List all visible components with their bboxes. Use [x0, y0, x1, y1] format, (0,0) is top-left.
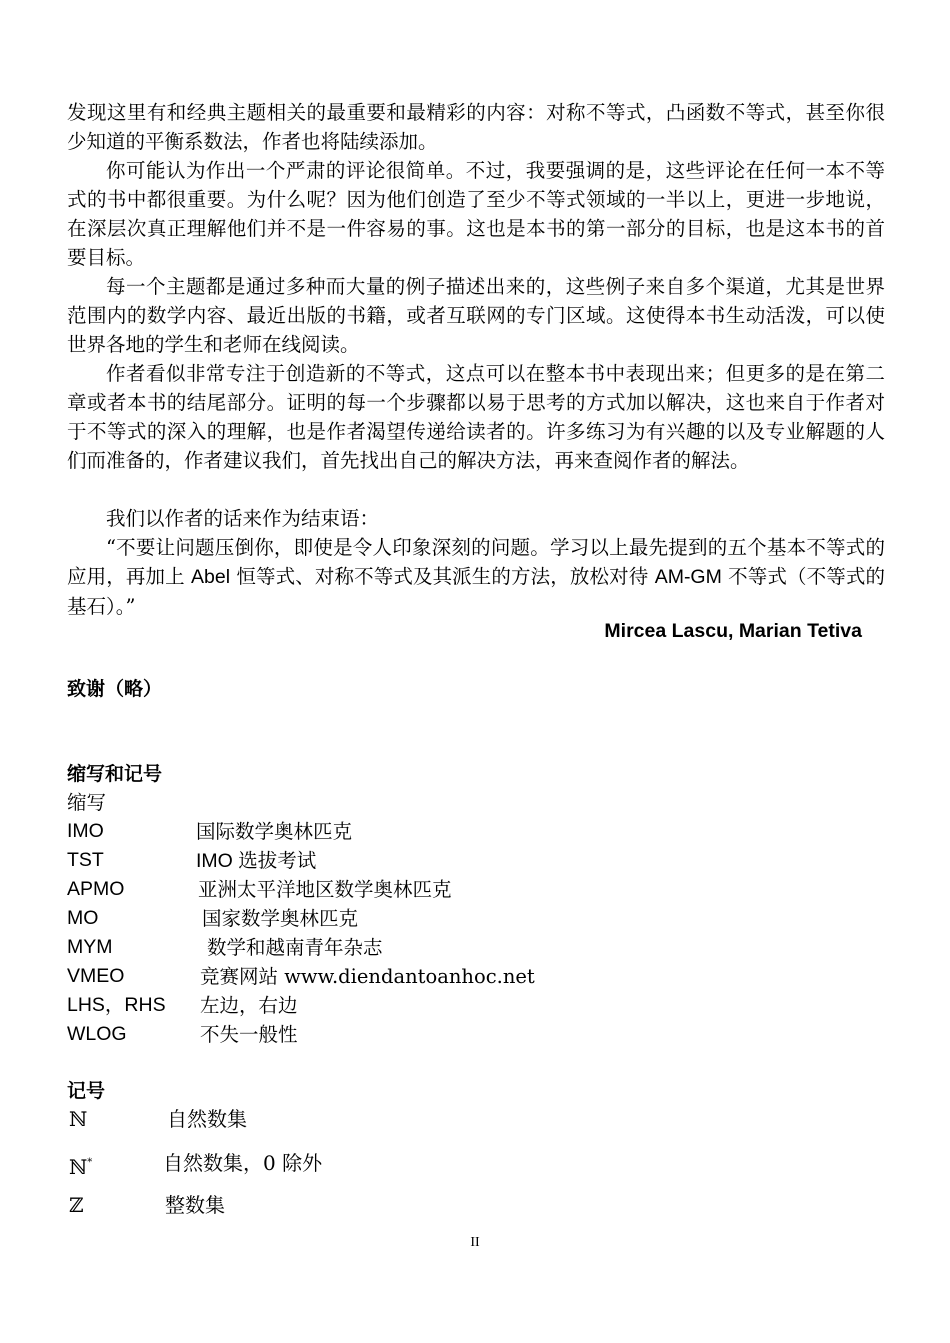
- abbreviation-meaning: 不失一般性: [200, 1023, 298, 1046]
- notation-meaning: 自然数集: [167, 1107, 247, 1131]
- abbreviation-term: MO: [67, 907, 99, 929]
- abbreviations-heading: 缩写和记号: [67, 763, 163, 785]
- notation-symbol: [69, 1147, 92, 1183]
- abbreviation-meaning: 国家数学奥林匹克: [202, 907, 359, 930]
- abbreviation-term: TST: [67, 849, 104, 871]
- paragraph-4: 作者看似非常专注于创造新的不等式，这点可以在整本书中表现出来；但更多的是在第二章或者本书的结尾部分。证明的每一个步骤都以易于思考的方式加以解决，这也来自于作者对于不等式的深入的理解，也是作者渴望传递给读者的。许多练习为有兴趣的以及专业解题的人们而准备的，作者建议我们，首先找出自己的解决方法，再来查阅作者的解法。: [67, 362, 885, 472]
- abbreviation-meaning-text: IMO 选拔考试: [196, 850, 317, 872]
- paragraph-1: 发现这里有和经典主题相关的最重要和最精彩的内容：对称不等式，凸函数不等式，甚至你很少知道的平衡系数法，作者也将陆续添加。: [67, 101, 885, 153]
- abbreviation-term: IMO: [67, 820, 104, 842]
- closing-quote: [67, 533, 885, 621]
- abbreviation-term: APMO: [67, 878, 125, 900]
- paragraph-2: 你可能认为作出一个严肃的评论很简单。不过，我要强调的是，这些评论在任何一本不等式的书中都很重要。为什么呢？因为他们创造了至少不等式领域的一半以上，更进一步地说，在深层次真正理解他们并不是一件容易的事。这也是本书的第一部分的目标，也是这本书的首要目标。: [67, 159, 885, 269]
- abbreviation-meaning: 数学和越南青年杂志: [207, 936, 383, 959]
- paragraph-3: 每一个主题都是通过多种而大量的例子描述出来的，这些例子来自多个渠道，尤其是世界范围内的数学内容、最近出版的书籍，或者互联网的专门区域。这使得本书生动活泼，可以使世界各地的学生和老师在线阅读。: [67, 275, 885, 356]
- acknowledgement-heading: 致谢（略）: [67, 678, 163, 700]
- abbreviation-meaning: 左边，右边: [200, 994, 298, 1017]
- quote-abel: Abel: [191, 566, 231, 588]
- notation-meaning: 自然数集，0 除外: [163, 1151, 323, 1175]
- paragraph-5: 我们以作者的话来作为结束语：: [106, 507, 380, 530]
- symbol-glyph: ℤ: [69, 1193, 84, 1217]
- notation-symbol: [69, 1189, 84, 1221]
- abbreviation-meaning: [196, 846, 316, 876]
- quote-part-b: 恒等式、对称不等式及其派生的方法，放松对待: [230, 565, 655, 588]
- quote-part-c: 不等式（不等式的基石）。”: [67, 565, 885, 618]
- author-names: Mircea Lascu, Marian Tetiva: [604, 620, 862, 642]
- symbol-glyph: ℕ: [69, 1155, 88, 1179]
- quote-amgm: AM-GM: [654, 566, 722, 588]
- abbreviation-meaning: 竞赛网站 www.diendantoanhoc.net: [200, 965, 535, 988]
- notation-meaning: 整数集: [165, 1193, 225, 1217]
- page-number: II: [470, 1235, 480, 1250]
- abbreviation-meaning: 国际数学奥林匹克: [196, 820, 353, 843]
- symbol-superscript: *: [87, 1157, 93, 1168]
- abbreviation-meaning: 亚洲太平洋地区数学奥林匹克: [198, 878, 452, 901]
- abbreviation-term: VMEO: [67, 965, 125, 987]
- abbreviation-term: LHS，RHS: [67, 994, 166, 1016]
- notation-symbol: [69, 1103, 87, 1135]
- abbreviations-subheading: 缩写: [67, 791, 107, 814]
- notation-heading: 记号: [67, 1080, 106, 1102]
- abbreviation-term: MYM: [67, 936, 113, 958]
- quote-part-a: “不要让问题压倒你，即使是令人印象深刻的问题。学习以上最先提到的五个基本不等式的应用，再加上: [67, 536, 885, 588]
- abbreviation-term: WLOG: [67, 1023, 127, 1045]
- symbol-glyph: ℕ: [69, 1107, 88, 1131]
